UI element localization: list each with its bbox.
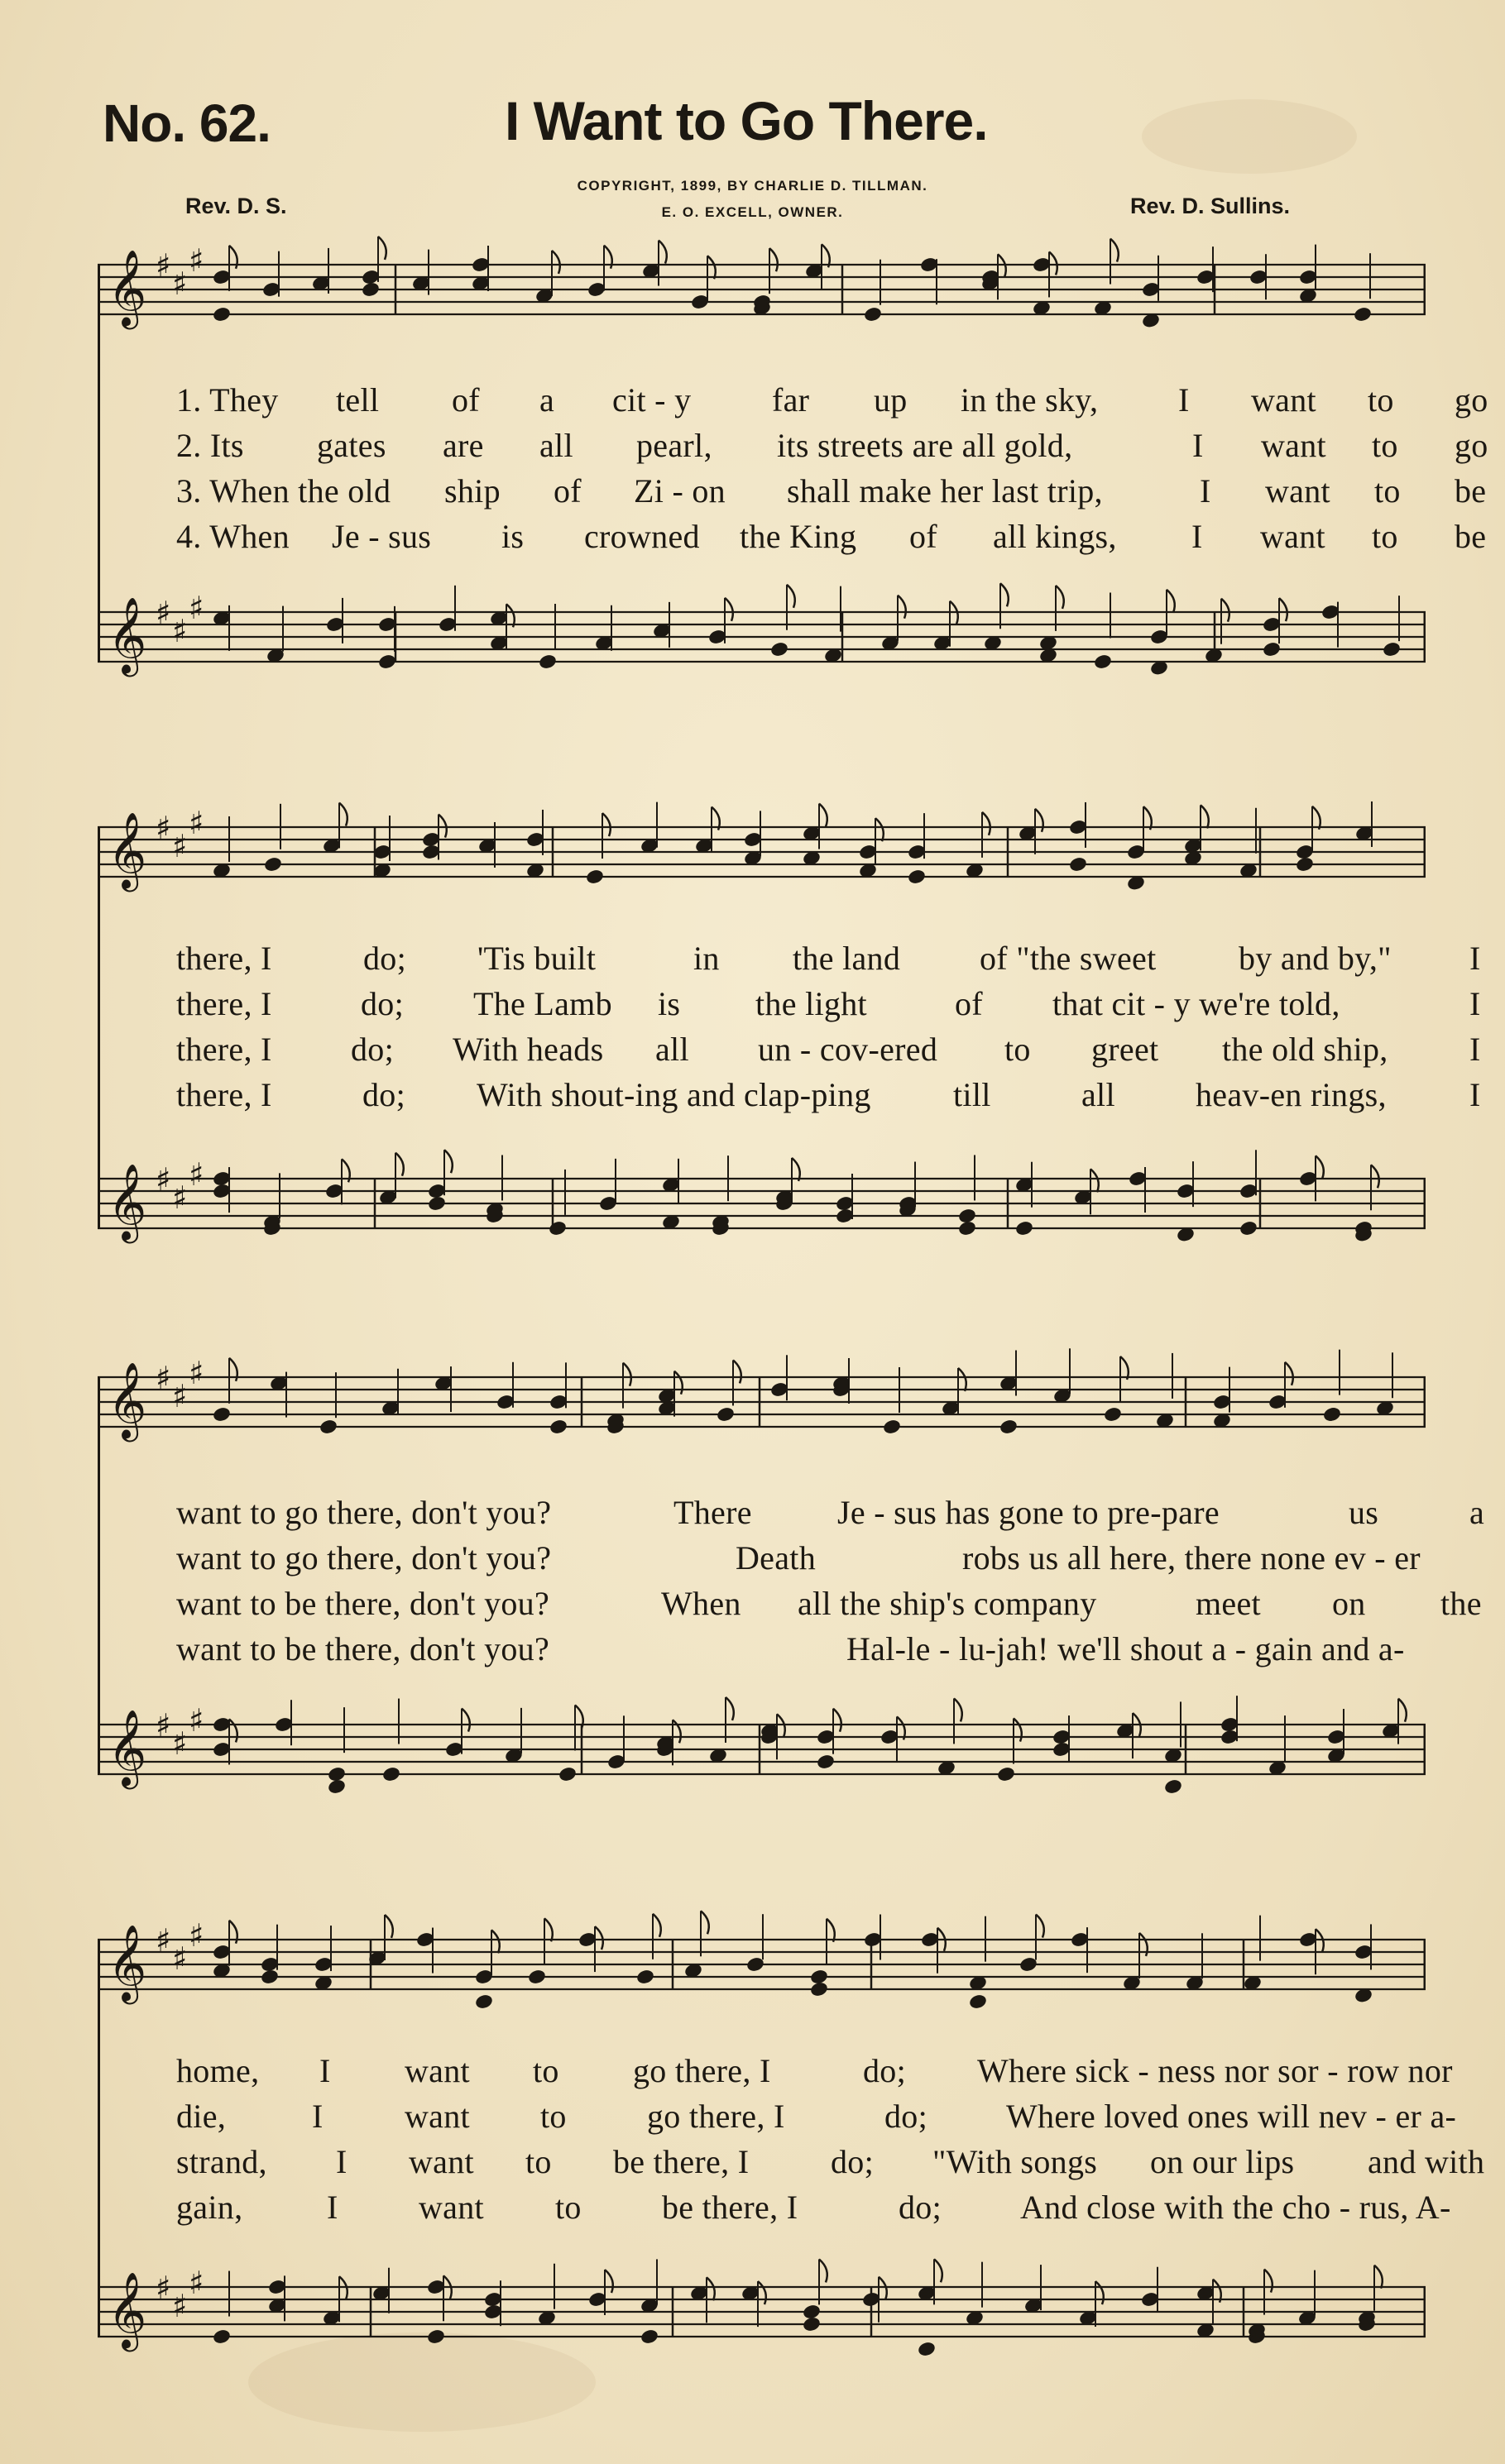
lyric-syllable: by and by," xyxy=(1239,940,1392,977)
clef-icon: 𝄞 xyxy=(108,1924,147,2001)
lyric-syllable: "With songs xyxy=(932,2143,1098,2180)
lyric-syllable: want xyxy=(1261,427,1326,464)
lyric-syllable: to xyxy=(533,2052,559,2089)
sharp-icon: ♯ xyxy=(172,2288,188,2324)
note-head xyxy=(1093,653,1113,671)
note-head xyxy=(548,1220,568,1237)
lyric-syllable: un - cov-ered xyxy=(758,1031,938,1068)
lyric-syllable: want xyxy=(409,2143,474,2180)
lyric-syllable: home, xyxy=(176,2052,260,2089)
note-flag xyxy=(653,1914,661,1937)
note-head xyxy=(968,1993,988,2011)
clef-icon: 𝄞 xyxy=(108,249,147,326)
lyric-syllable: want xyxy=(1251,381,1316,419)
lyric-syllable: 3. When the old xyxy=(176,472,391,510)
lyric-syllable: all xyxy=(1081,1076,1115,1113)
lyric-syllable: tell xyxy=(336,381,380,419)
note-flag xyxy=(339,2276,347,2299)
sharp-icon: ♯ xyxy=(172,1378,188,1414)
lyric-syllable: far xyxy=(772,381,810,419)
lyric-syllable: I xyxy=(312,2098,324,2135)
note-flag xyxy=(673,1720,681,1743)
clef-icon: 𝄞 xyxy=(108,1709,147,1786)
note-head xyxy=(999,1419,1019,1436)
sharp-icon: ♯ xyxy=(156,810,171,846)
note-flag xyxy=(1316,1929,1324,1952)
note-flag xyxy=(707,256,716,279)
note-head xyxy=(1103,1406,1123,1423)
lyric-syllable: 2. Its xyxy=(176,427,244,464)
lyric-syllable: that cit - y we're told, xyxy=(1052,985,1340,1022)
sharp-icon: ♯ xyxy=(172,1940,188,1977)
lyric-syllable: us xyxy=(1349,1494,1379,1531)
note-head xyxy=(882,1419,902,1436)
lyric-syllable: 1. They xyxy=(176,381,279,419)
note-flag xyxy=(701,1911,709,1934)
note-flag xyxy=(1264,2270,1273,2293)
lyric-syllable: of xyxy=(909,518,937,555)
lyric-syllable: want xyxy=(419,2189,484,2226)
sharp-icon: ♯ xyxy=(172,266,188,302)
note-flag xyxy=(462,1709,470,1732)
note-head xyxy=(716,1406,736,1423)
lyric-syllable: to xyxy=(1372,427,1398,464)
lyric-syllable: heav-en rings, xyxy=(1196,1076,1387,1113)
lyric-syllable: I xyxy=(1200,472,1211,510)
note-flag xyxy=(777,1714,785,1737)
note-head xyxy=(558,1766,578,1783)
lyric-syllable: Where loved ones will nev - er a- xyxy=(1006,2098,1457,2135)
lyric-syllable: be there, I xyxy=(662,2189,798,2226)
lyric-syllable: to xyxy=(555,2189,582,2226)
sharp-icon: ♯ xyxy=(189,2265,204,2301)
music-system-4 xyxy=(98,1894,1485,2423)
note-head xyxy=(802,2304,822,2321)
sharp-icon: ♯ xyxy=(156,1922,171,1959)
lyric-syllable: there, I xyxy=(176,940,272,977)
note-flag xyxy=(1014,1719,1022,1742)
lyric-syllable: do; xyxy=(362,1076,406,1113)
sharp-icon: ♯ xyxy=(156,2270,171,2306)
note-flag xyxy=(1036,1915,1044,1938)
lyric-syllable: there, I xyxy=(176,1076,272,1113)
clef-icon: 𝄞 xyxy=(108,811,147,888)
owner-line: E. O. EXCELL, OWNER. xyxy=(661,204,844,220)
lyric-syllable: go there, I xyxy=(633,2052,771,2089)
note-head xyxy=(809,1969,829,1986)
note-head xyxy=(377,653,397,671)
lyric-syllable: do; xyxy=(831,2143,875,2180)
note-flag xyxy=(998,254,1006,277)
lyric-syllable: all xyxy=(539,427,573,464)
note-head xyxy=(212,306,232,323)
lyric-syllable: do; xyxy=(884,2098,928,2135)
lyric-syllable: there, I xyxy=(176,1031,272,1068)
note-flag xyxy=(879,2277,887,2300)
note-flag xyxy=(1285,1362,1293,1385)
lyric-syllable: be xyxy=(1455,518,1487,555)
lyric-syllable: go xyxy=(1455,381,1488,419)
lyric-syllable: And close with the cho - rus, A- xyxy=(1020,2189,1451,2226)
sharp-icon: ♯ xyxy=(156,1161,171,1198)
note-flag xyxy=(1056,586,1064,609)
note-flag xyxy=(491,1930,500,1953)
note-flag xyxy=(898,596,906,619)
lyric-syllable: Death xyxy=(736,1539,817,1576)
sharp-icon: ♯ xyxy=(156,247,171,284)
lyric-syllable: go there, I xyxy=(647,2098,785,2135)
sharp-icon: ♯ xyxy=(172,1725,188,1762)
note-head xyxy=(527,1969,547,1986)
sharp-icon: ♯ xyxy=(189,1917,204,1954)
note-flag xyxy=(1167,590,1175,613)
lyric-syllable: I xyxy=(1178,381,1190,419)
lyric-syllable: to xyxy=(1368,381,1394,419)
note-flag xyxy=(1312,806,1320,830)
lyric-syllable: and with xyxy=(1368,2143,1485,2180)
music-credit: Rev. D. Sullins. xyxy=(1130,194,1291,218)
sharp-icon: ♯ xyxy=(156,1360,171,1396)
lyric-syllable: 'Tis built xyxy=(477,940,597,977)
lyric-syllable: of xyxy=(955,985,983,1022)
lyric-syllable: I xyxy=(1469,940,1481,977)
lyric-syllable: of "the sweet xyxy=(980,940,1157,977)
lyric-syllable: ship xyxy=(444,472,501,510)
lyric-syllable: robs us all here, there none ev - er xyxy=(962,1539,1421,1576)
sharp-icon: ♯ xyxy=(189,1702,204,1739)
note-head xyxy=(1353,306,1373,323)
note-flag xyxy=(827,1919,835,1942)
lyric-syllable: the King xyxy=(740,518,857,555)
sharp-icon: ♯ xyxy=(172,828,188,864)
lyric-syllable: want xyxy=(405,2098,470,2135)
music-system-3 xyxy=(98,1340,1485,1869)
note-flag xyxy=(1279,598,1287,621)
lyric-syllable: want xyxy=(1260,518,1325,555)
lyric-syllable: be xyxy=(1455,472,1487,510)
note-flag xyxy=(726,1697,734,1720)
lyric-syllable: want to go there, don't you? xyxy=(176,1494,552,1531)
lyric-syllable: till xyxy=(953,1076,991,1113)
note-head xyxy=(816,1754,836,1771)
lyric-syllable: all kings, xyxy=(993,518,1117,555)
note-flag xyxy=(659,241,667,264)
lyric-syllable: Zi - on xyxy=(634,472,726,510)
lyric-syllable: its streets are all gold, xyxy=(777,427,1073,464)
sharp-icon: ♯ xyxy=(156,595,171,631)
note-head xyxy=(1382,641,1402,658)
note-flag xyxy=(1201,805,1209,828)
paper-stain xyxy=(1142,99,1357,174)
note-flag xyxy=(954,1698,962,1721)
lyric-syllable: want to be there, don't you? xyxy=(176,1585,550,1622)
copyright-line: COPYRIGHT, 1899, BY CHARLIE D. TILLMAN. xyxy=(577,178,928,194)
lyric-syllable: the old ship, xyxy=(1222,1031,1388,1068)
hymn-number: No. 62. xyxy=(103,93,271,153)
note-flag xyxy=(595,1926,603,1950)
note-flag xyxy=(1316,1155,1324,1179)
note-flag xyxy=(725,598,733,621)
note-flag xyxy=(769,248,778,271)
lyric-syllable: pearl, xyxy=(636,427,712,464)
sharp-icon: ♯ xyxy=(189,590,204,626)
clef-icon: 𝄞 xyxy=(108,1163,147,1240)
note-head xyxy=(361,281,381,299)
note-head xyxy=(1322,1406,1342,1423)
lyric-syllable: in the sky, xyxy=(961,381,1099,419)
note-head xyxy=(907,868,927,886)
lyric-syllable: I xyxy=(1469,985,1481,1022)
lyric-syllable: 4. When xyxy=(176,518,290,555)
lyric-syllable: want to be there, don't you? xyxy=(176,1630,550,1667)
lyric-syllable: on xyxy=(1332,1585,1366,1622)
lyric-syllable: all the ship's company xyxy=(798,1585,1097,1622)
sharp-icon: ♯ xyxy=(189,242,204,279)
note-head xyxy=(212,2328,232,2346)
note-head xyxy=(1239,1220,1258,1237)
note-head xyxy=(474,1993,494,2011)
lyric-syllable: is xyxy=(658,985,681,1022)
lyric-syllable: die, xyxy=(176,2098,227,2135)
music-system-2 xyxy=(98,790,1481,1319)
note-head xyxy=(863,306,883,323)
note-flag xyxy=(1120,1356,1129,1380)
lyric-syllable: a xyxy=(539,381,555,419)
note-head xyxy=(996,1766,1016,1783)
lyric-syllable: to xyxy=(525,2143,552,2180)
lyric-syllable: want xyxy=(1265,472,1330,510)
note-head xyxy=(426,2328,446,2346)
note-flag xyxy=(444,1150,453,1173)
lyric-syllable: I xyxy=(336,2143,347,2180)
note-head xyxy=(538,653,558,671)
note-flag xyxy=(552,251,560,274)
lyric-syllable: gates xyxy=(317,427,386,464)
note-head xyxy=(1068,856,1088,873)
lyric-syllable: greet xyxy=(1091,1031,1159,1068)
note-flag xyxy=(819,804,827,827)
clef-icon: 𝄞 xyxy=(108,1361,147,1438)
note-flag xyxy=(605,2270,613,2293)
note-flag xyxy=(1090,1169,1099,1192)
words-credit: Rev. D. S. xyxy=(185,194,287,218)
lyric-syllable: Where sick - ness nor sor - row nor xyxy=(977,2052,1453,2089)
note-flag xyxy=(733,1360,741,1383)
lyric-syllable: of xyxy=(452,381,480,419)
lyric-syllable: do; xyxy=(863,2052,907,2089)
lyric-syllable: is xyxy=(501,518,525,555)
sharp-icon: ♯ xyxy=(172,613,188,649)
lyric-syllable: meet xyxy=(1196,1585,1261,1622)
note-flag xyxy=(934,2259,942,2282)
hymn-title: I Want to Go There. xyxy=(505,90,988,151)
lyric-syllable: strand, xyxy=(176,2143,267,2180)
lyric-syllable: do; xyxy=(899,2189,942,2226)
note-flag xyxy=(439,815,447,838)
lyric-syllable: With shout-ing and clap-ping xyxy=(477,1076,871,1113)
note-flag xyxy=(833,1709,841,1732)
note-flag xyxy=(1095,2281,1104,2304)
lyric-syllable: I xyxy=(1469,1031,1481,1068)
note-flag xyxy=(1221,599,1229,622)
note-flag xyxy=(385,1915,393,1938)
note-head xyxy=(212,1406,232,1423)
lyric-syllable: to xyxy=(1004,1031,1031,1068)
note-head xyxy=(327,1778,347,1796)
clef-icon: 𝄞 xyxy=(108,596,147,673)
lyric-syllable: Hal-le - lu-jah! we'll shout a - gain and a- xyxy=(846,1630,1405,1667)
lyric-syllable: there, I xyxy=(176,985,272,1022)
lyric-syllable: crowned xyxy=(584,518,700,555)
lyric-syllable: When xyxy=(661,1585,741,1622)
lyric-syllable: cit - y xyxy=(612,381,692,419)
note-flag xyxy=(787,585,795,608)
note-flag xyxy=(758,2281,766,2304)
note-head xyxy=(640,2328,659,2346)
lyric-syllable: on our lips xyxy=(1150,2143,1295,2180)
lyric-syllable: want to go there, don't you? xyxy=(176,1539,552,1576)
note-flag xyxy=(1371,1165,1379,1188)
lyric-syllable: I xyxy=(1192,427,1204,464)
clef-icon: 𝄞 xyxy=(108,2271,147,2348)
lyric-syllable: to xyxy=(1372,518,1398,555)
note-flag xyxy=(1049,251,1057,275)
note-head xyxy=(585,868,605,886)
note-flag xyxy=(602,813,611,836)
lyric-syllable: be there, I xyxy=(613,2143,750,2180)
note-head xyxy=(1163,1778,1183,1796)
lyric-syllable: want xyxy=(405,2052,470,2089)
sharp-icon: ♯ xyxy=(172,1179,188,1216)
lyric-syllable: the land xyxy=(793,940,901,977)
lyric-syllable: Je - sus has gone to pre-pare xyxy=(837,1494,1220,1531)
lyric-syllable: are xyxy=(443,427,484,464)
note-flag xyxy=(819,2259,827,2282)
sharp-icon: ♯ xyxy=(189,1355,204,1391)
note-head xyxy=(957,1220,977,1237)
note-flag xyxy=(623,1363,631,1386)
note-head xyxy=(917,2341,937,2358)
lyric-syllable: the xyxy=(1440,1585,1482,1622)
lyric-syllable: to xyxy=(1374,472,1401,510)
lyric-syllable: shall make her last trip, xyxy=(787,472,1103,510)
lyric-syllable: I xyxy=(1469,1076,1481,1113)
lyric-syllable: There xyxy=(673,1494,752,1531)
lyric-syllable: the light xyxy=(755,985,867,1022)
note-flag xyxy=(707,2277,715,2300)
lyric-syllable: go xyxy=(1455,427,1488,464)
note-flag xyxy=(378,237,386,260)
note-flag xyxy=(674,1371,683,1395)
lyric-syllable: The Lamb xyxy=(473,985,612,1022)
sharp-icon: ♯ xyxy=(189,805,204,841)
sharp-icon: ♯ xyxy=(189,1156,204,1193)
lyric-syllable: in xyxy=(693,940,720,977)
lyric-syllable: to xyxy=(540,2098,567,2135)
note-flag xyxy=(1398,1699,1407,1722)
note-flag xyxy=(395,1153,404,1176)
note-flag xyxy=(229,1719,237,1742)
music-system-1 xyxy=(98,223,1488,753)
lyric-syllable: all xyxy=(655,1031,689,1068)
note-head xyxy=(427,1195,447,1213)
lyric-syllable: I xyxy=(327,2189,338,2226)
sharp-icon: ♯ xyxy=(156,1707,171,1744)
lyric-syllable: do; xyxy=(361,985,405,1022)
note-flag xyxy=(544,1918,553,1941)
note-head xyxy=(769,641,789,658)
note-head xyxy=(263,856,283,873)
lyric-syllable: do; xyxy=(351,1031,395,1068)
note-flag xyxy=(1000,583,1009,606)
lyric-syllable: a xyxy=(1469,1494,1485,1531)
lyric-syllable: gain, xyxy=(176,2189,243,2226)
note-head xyxy=(635,1969,655,1986)
note-flag xyxy=(1035,809,1043,832)
lyric-syllable: of xyxy=(554,472,582,510)
note-flag xyxy=(792,1158,800,1181)
lyric-syllable: do; xyxy=(363,940,407,977)
note-flag xyxy=(1374,2265,1383,2289)
note-head xyxy=(549,1419,568,1436)
note-flag xyxy=(958,1368,966,1391)
note-head xyxy=(319,1419,338,1436)
lyric-syllable: up xyxy=(874,381,908,419)
note-flag xyxy=(875,818,884,841)
note-head xyxy=(381,1766,401,1783)
note-flag xyxy=(982,812,990,835)
lyric-syllable: I xyxy=(319,2052,331,2089)
lyric-syllable: Je - sus xyxy=(332,518,432,555)
note-head xyxy=(1014,1220,1034,1237)
lyric-syllable: With heads xyxy=(453,1031,604,1068)
note-flag xyxy=(339,803,347,826)
lyric-syllable: I xyxy=(1191,518,1203,555)
note-flag xyxy=(1110,239,1119,262)
